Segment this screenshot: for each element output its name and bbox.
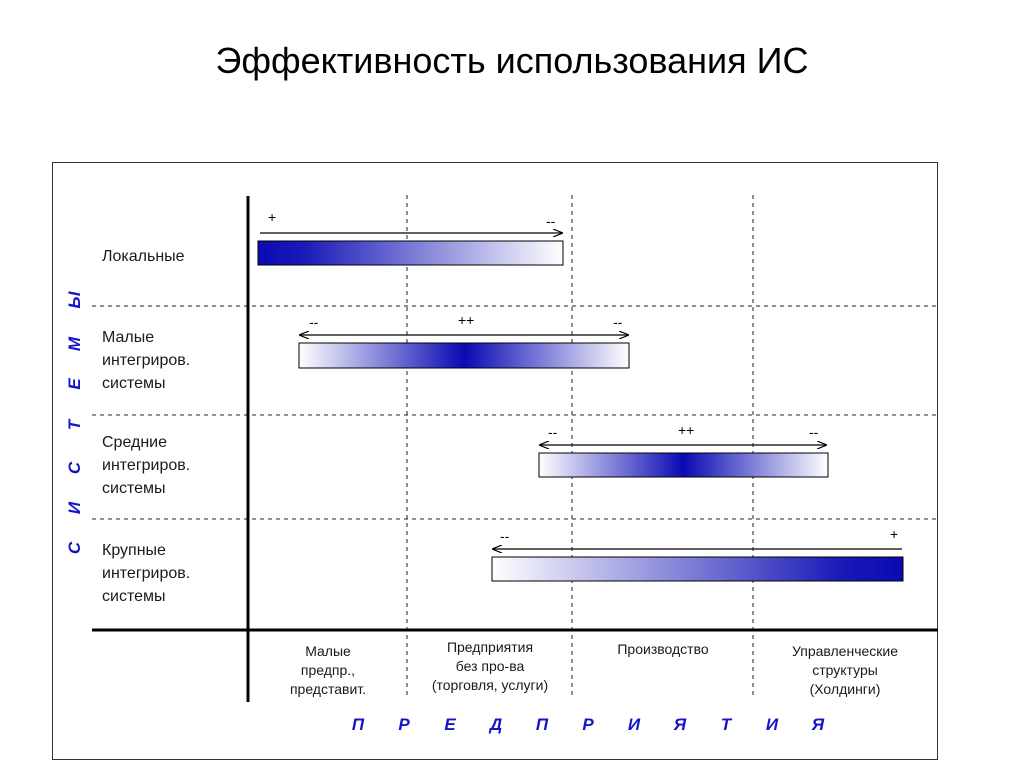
x-axis-letter: Е <box>444 715 456 734</box>
bar-large <box>492 526 903 581</box>
column-label-small-enterprises: представит. <box>289 681 367 697</box>
bar-local-rect <box>258 241 563 265</box>
y-axis-letter: Ы <box>65 291 84 309</box>
y-axis-letter: Т <box>65 419 84 431</box>
y-axis-word <box>65 291 84 555</box>
x-axis-word <box>352 715 825 734</box>
column-label-trade-services: (торговля, услуги) <box>431 677 549 693</box>
row-label-small: системы <box>102 375 166 392</box>
bar-small-rect <box>299 343 629 368</box>
mark-medium-mid: ++ <box>678 422 695 438</box>
row-label-medium: интегриров. <box>102 457 191 474</box>
y-axis-letter: С <box>65 541 84 555</box>
x-axis-letter: Я <box>811 715 825 734</box>
x-axis-letter: И <box>765 715 779 734</box>
column-label-trade-services: без про-ва <box>455 658 525 674</box>
y-axis-letter: С <box>65 461 84 475</box>
row-label-large: Крупные <box>102 542 166 559</box>
x-axis-letter: П <box>535 715 549 734</box>
bar-local <box>258 209 563 265</box>
column-label-small-enterprises: предпр., <box>300 662 356 678</box>
x-axis-letter: П <box>351 715 365 734</box>
x-axis-letter: Р <box>582 715 594 734</box>
slide-title: Эффективность использования ИС <box>215 40 809 81</box>
column-label-holdings: (Холдинги) <box>809 681 881 697</box>
row-label-local: Локальные <box>102 248 185 265</box>
x-axis-letter: Я <box>673 715 687 734</box>
mark-local-left: + <box>268 209 277 225</box>
column-label-production: Производство <box>617 641 709 657</box>
row-label-small: Малые <box>102 329 155 346</box>
bar-medium-rect <box>539 453 828 477</box>
mark-small-mid: ++ <box>458 312 475 328</box>
mark-large-right: + <box>890 526 899 542</box>
row-label-small: интегриров. <box>102 352 191 369</box>
y-axis-letter: И <box>65 501 84 515</box>
bar-large-rect <box>492 557 903 581</box>
mark-medium-left: -- <box>548 424 558 440</box>
column-label-trade-services: Предприятия <box>446 639 534 655</box>
column-label-holdings: Управленческие <box>791 643 899 659</box>
mark-small-right: -- <box>613 314 623 330</box>
y-axis-letter: М <box>65 336 84 352</box>
mark-medium-right: -- <box>809 424 819 440</box>
mark-large-left: -- <box>500 528 510 544</box>
row-label-medium: Средние <box>102 434 168 451</box>
x-axis-letter: Д <box>489 715 503 734</box>
bar-medium <box>539 422 828 477</box>
row-label-medium: системы <box>102 480 166 497</box>
x-axis-letter: Р <box>398 715 410 734</box>
column-label-holdings: структуры <box>812 662 878 678</box>
x-axis-letter: Т <box>720 715 732 734</box>
y-axis-letter: Е <box>65 378 84 390</box>
x-axis-letter: И <box>627 715 641 734</box>
row-label-large: системы <box>102 588 166 605</box>
bar-small <box>299 312 629 368</box>
row-labels <box>102 248 190 605</box>
mark-local-right: -- <box>546 213 556 229</box>
mark-small-left: -- <box>309 314 319 330</box>
column-label-small-enterprises: Малые <box>305 643 351 659</box>
column-labels <box>290 639 898 697</box>
row-label-large: интегриров. <box>102 565 191 582</box>
